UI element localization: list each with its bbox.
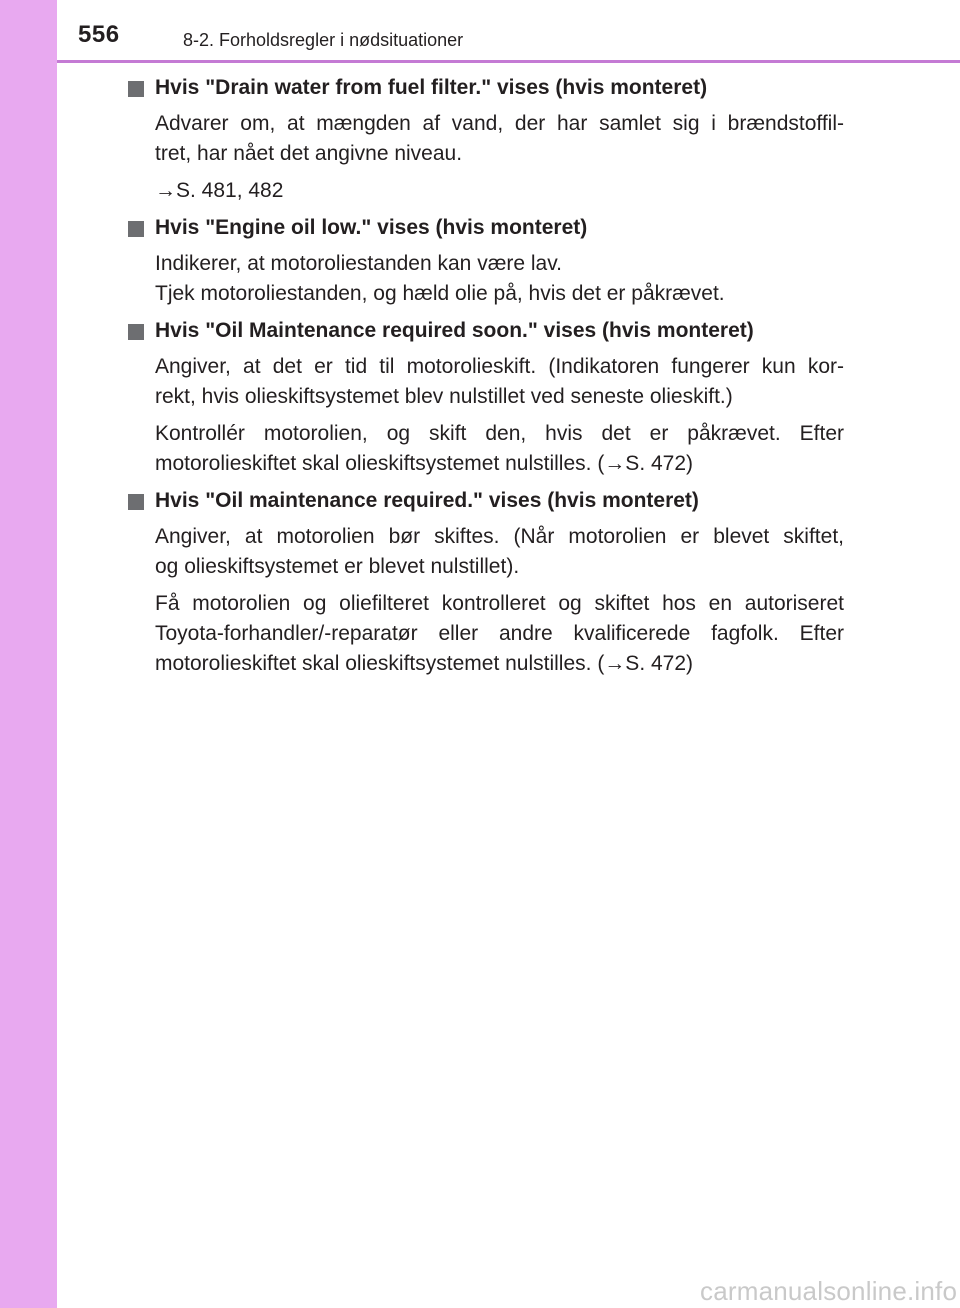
section-title: 8-2. Forholdsregler i nødsituationer	[183, 30, 464, 50]
text-line: tret, har nået det angivne niveau.	[155, 142, 463, 165]
text-line: og olieskiftsystemet er blevet nulstillet).	[155, 555, 520, 578]
text-line: Indikerer, at motoroliestanden kan være lav.	[155, 252, 562, 275]
paragraph	[128, 419, 844, 479]
watermark: carmanualsonline.info	[700, 1276, 958, 1306]
square-bullet-icon	[128, 324, 144, 340]
paragraph	[128, 589, 844, 679]
text-line: Tjek motoroliestanden, og hæld olie på, hvis det er påkrævet.	[155, 282, 725, 305]
paragraph	[128, 109, 844, 169]
text-line: rekt, hvis olieskiftsystemet blev nulstillet ved seneste olieskift.)	[155, 385, 733, 408]
text-line: Kontrollér motorolien, og skift den, hvis det er påkrævet. Efter	[155, 422, 844, 445]
paragraph	[128, 352, 844, 412]
page-reference	[128, 176, 844, 206]
section-heading	[128, 486, 844, 516]
heading-text: Hvis "Drain water from fuel filter." vises (hvis monteret)	[155, 76, 708, 99]
text-line: Angiver, at motorolien bør skiftes. (Når motorolien er blevet skiftet,	[155, 525, 844, 548]
page-body	[128, 68, 844, 686]
side-color-band	[0, 0, 57, 1308]
section-heading	[128, 316, 844, 346]
text-line: Angiver, at det er tid til motorolieskift. (Indikatoren fungerer kun kor-	[155, 355, 844, 378]
page-number: 556	[78, 21, 120, 48]
header-divider	[57, 60, 960, 63]
section-heading	[128, 213, 844, 243]
heading-text: Hvis "Oil Maintenance required soon." vises (hvis monteret)	[155, 319, 754, 342]
section-heading	[128, 73, 844, 103]
text-line: Få motorolien og oliefilteret kontrolleret og skiftet hos en autoriseret	[155, 592, 844, 615]
square-bullet-icon	[128, 221, 144, 237]
heading-text: Hvis "Oil maintenance required." vises (hvis monteret)	[155, 489, 699, 512]
square-bullet-icon	[128, 81, 144, 97]
paragraph	[128, 249, 844, 309]
paragraph	[128, 522, 844, 582]
text-line: Toyota-forhandler/-reparatør eller andre kvalificerede fagfolk. Efter	[155, 622, 844, 645]
heading-text: Hvis "Engine oil low." vises (hvis monteret)	[155, 216, 588, 239]
text-line: Advarer om, at mængden af vand, der har samlet sig i brændstoffil-	[155, 112, 844, 135]
square-bullet-icon	[128, 494, 144, 510]
text-line: →S. 481, 482	[155, 179, 284, 202]
text-line: motorolieskiftet skal olieskiftsystemet nulstilles. (→S. 472)	[155, 652, 694, 675]
text-line: motorolieskiftet skal olieskiftsystemet nulstilles. (→S. 472)	[155, 452, 694, 475]
